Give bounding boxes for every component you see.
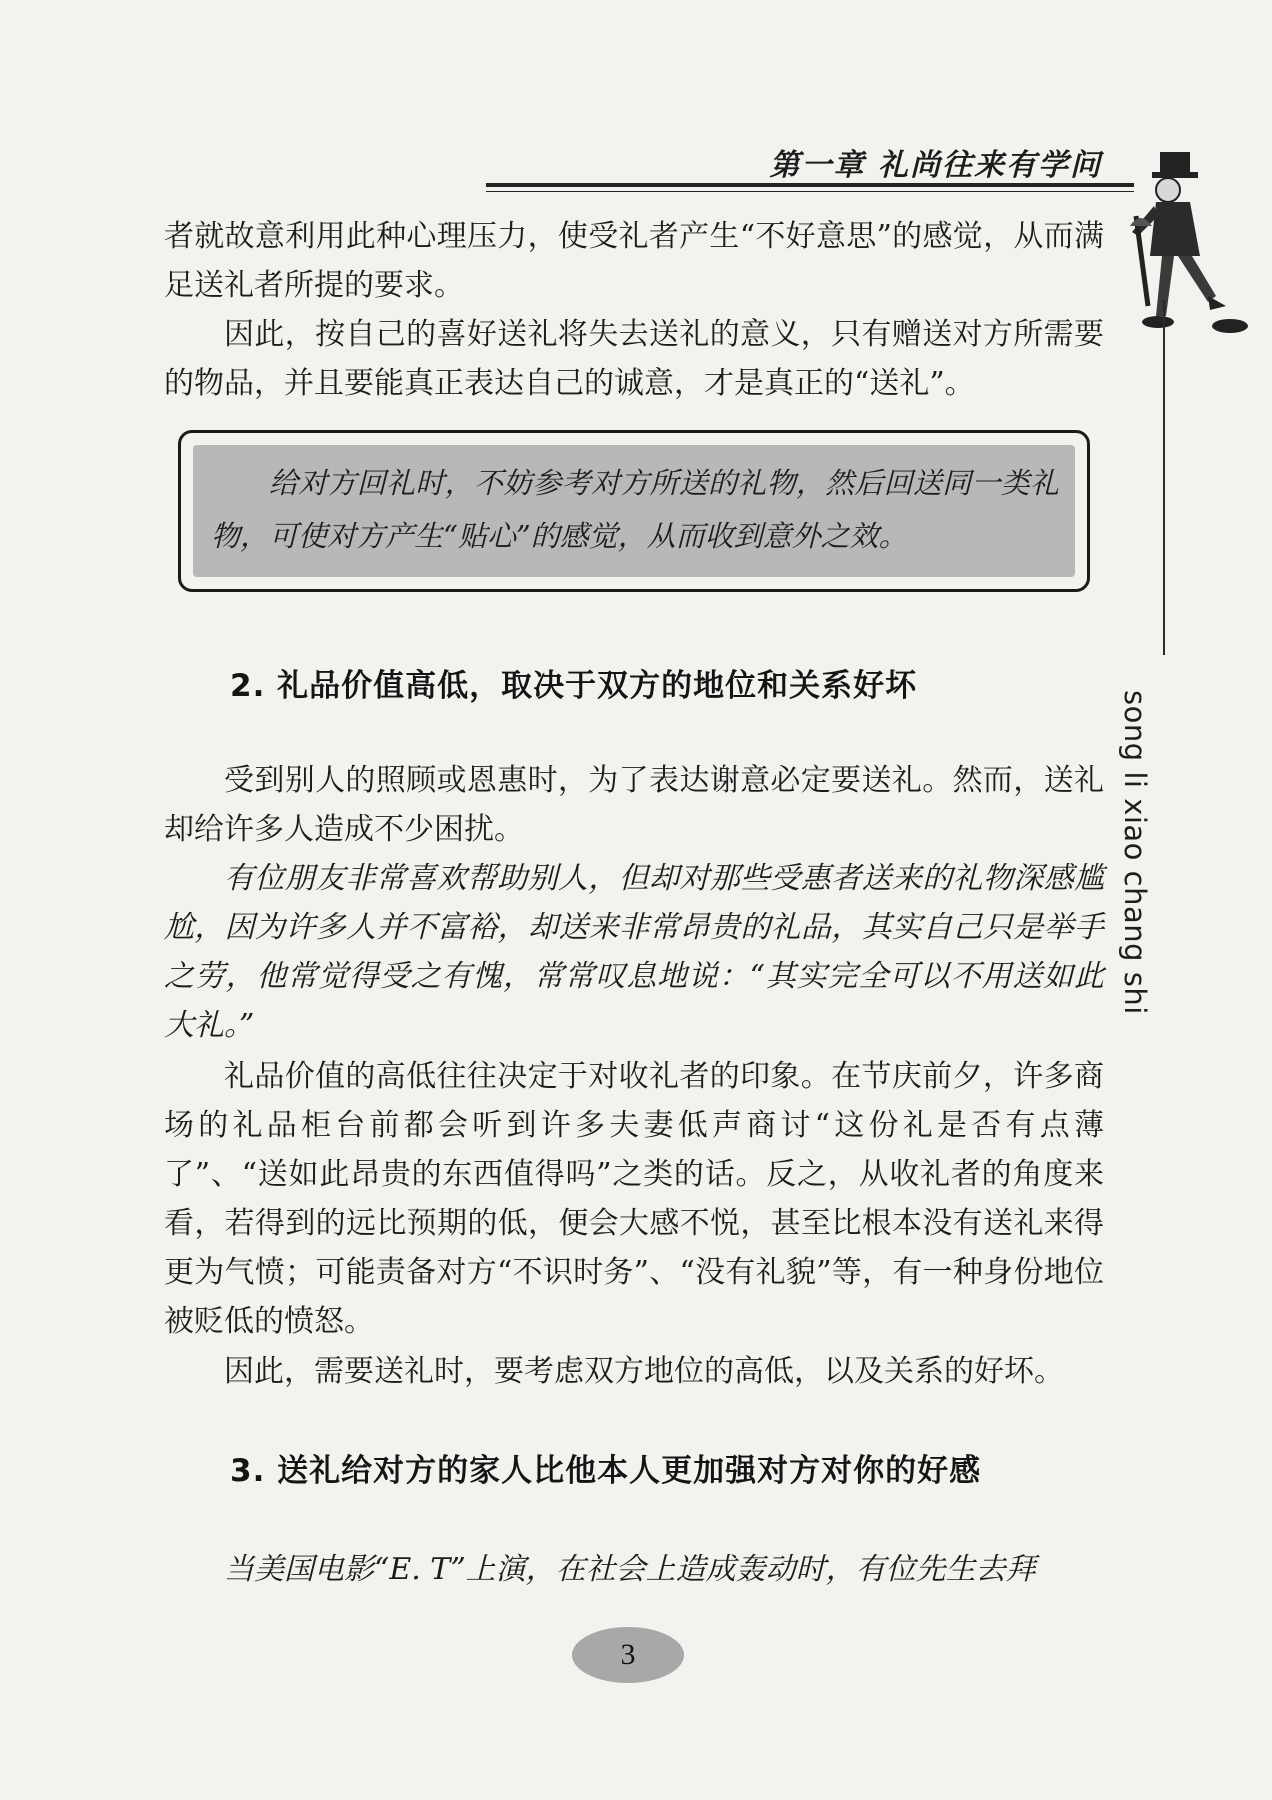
gentleman-with-umbrella-illustration <box>1126 146 1250 342</box>
paragraph-continued <box>164 212 1104 310</box>
header-rule-thin <box>486 191 1134 192</box>
tip-box-shading <box>193 445 1075 577</box>
margin-rule <box>1163 300 1165 655</box>
paragraph-text: 礼品价值的高低往往决定于对收礼者的印象。在节庆前夕，许多商场的礼品柜台前都会听到许多夫妻低声商讨“这份礼是否有点薄了”、“送如此昂贵的东西值得吗”之类的话。反之，从收礼者的角度来看，若得到的远比预期的低，便会大感不悦，甚至比根本没有送礼来得更为气愤；可能责备对方“不识时务”、“没有礼貌”等，有一种身份地位被贬低的愤怒。 <box>164 1059 1104 1339</box>
section-heading-3: 3. 送礼给对方的家人比他本人更加强对方对你的好感 <box>230 1453 982 1489</box>
paragraph <box>164 1347 1104 1396</box>
tip-box <box>178 430 1090 592</box>
side-caption: song li xiao chang shi <box>1118 690 1152 1015</box>
paragraph-text: 受到别人的照顾或恩惠时，为了表达谢意必定要送礼。然而，送礼却给许多人造成不少困扰。 <box>164 763 1104 847</box>
page-number: 3 <box>620 1638 636 1671</box>
page-number-badge <box>572 1627 684 1683</box>
paragraph <box>164 1052 1104 1346</box>
paragraph-text: 当美国电影“E. T”上演，在社会上造成轰动时，有位先生去拜 <box>224 1552 1036 1587</box>
paragraph-text: 有位朋友非常喜欢帮助别人，但却对那些受惠者送来的礼物深感尴尬，因为许多人并不富裕，却送来非常昂贵的礼品，其实自己只是举手之劳，他常觉得受之有愧，常常叹息地说：“其实完全可以不用送如此大礼。” <box>164 861 1104 1043</box>
section-heading-2: 2. 礼品价值高低，取决于双方的地位和关系好坏 <box>230 668 918 704</box>
paragraph <box>164 854 1104 1050</box>
paragraph <box>164 1545 1104 1594</box>
tip-text: 给对方回礼时，不妨参考对方所送的礼物，然后回送同一类礼物，可使对方产生“贴心”的感觉，从而收到意外之效。 <box>211 466 1059 553</box>
paragraph-text: 因此，按自己的喜好送礼将失去送礼的意义，只有赠送对方所需要的物品，并且要能真正表达自己的诚意，才是真正的“送礼”。 <box>164 317 1104 401</box>
header-rule <box>486 183 1134 187</box>
chapter-title: 第一章 礼尚往来有学问 <box>769 148 1102 183</box>
paragraph-text: 者就故意利用此种心理压力，使受礼者产生“不好意思”的感觉，从而满足送礼者所提的要求。 <box>164 219 1104 303</box>
paragraph <box>164 756 1104 854</box>
paragraph-text: 因此，需要送礼时，要考虑双方地位的高低，以及关系的好坏。 <box>224 1354 1064 1389</box>
paragraph <box>164 310 1104 408</box>
